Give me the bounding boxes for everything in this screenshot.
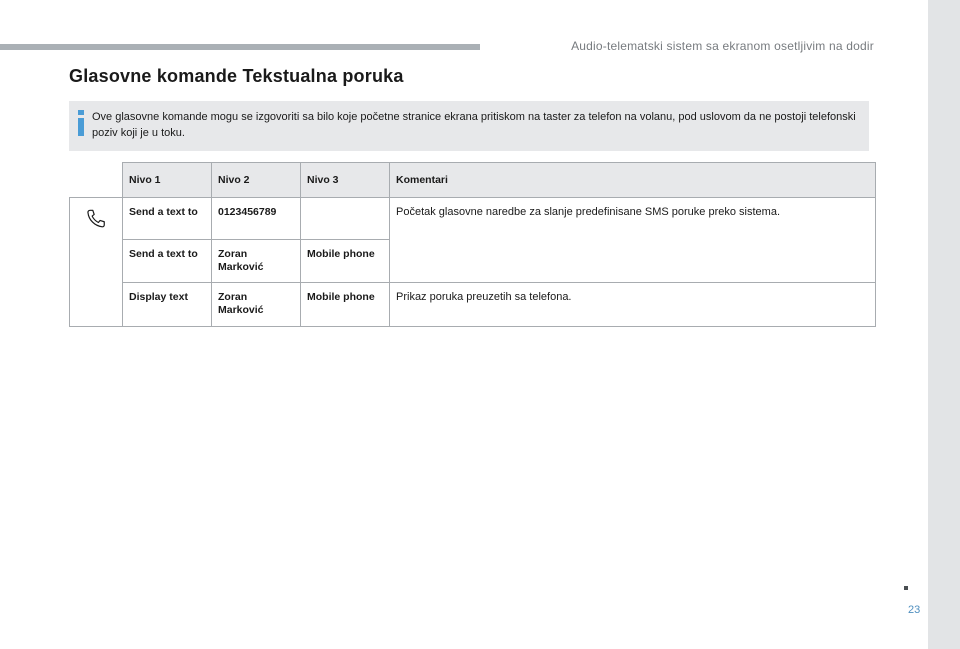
header-level-3: Nivo 3 xyxy=(301,163,390,198)
row3-level2: Zoran Marković xyxy=(212,283,301,327)
row1-comment: Početak glasovne naredbe za slanje predefinisane SMS poruke preko sistema. xyxy=(390,198,876,283)
page-edge-strip xyxy=(928,0,960,649)
info-icon xyxy=(78,110,84,134)
row1-level3 xyxy=(301,198,390,240)
icon-cell xyxy=(70,198,123,327)
section-header: Audio-telematski sistem sa ekranom osetljivim na dodir xyxy=(571,39,874,53)
row3-level1: Display text xyxy=(123,283,212,327)
row1-level2: 0123456789 xyxy=(212,198,301,240)
header-level-1: Nivo 1 xyxy=(123,163,212,198)
page-number: 23 xyxy=(908,604,921,616)
info-text: Ove glasovne komande mogu se izgovoriti sa bilo koje početne stranice ekrana pritiskom na taster za telefon na volanu, pod uslovom da ne postoji telefonski poziv koji je u toku. xyxy=(92,111,856,139)
header-rule xyxy=(0,44,480,50)
table-header-row xyxy=(70,163,876,198)
row1-level1: Send a text to xyxy=(123,198,212,240)
table-row xyxy=(70,283,876,327)
header-comment: Komentari xyxy=(390,163,876,198)
info-box xyxy=(69,101,869,151)
row3-comment: Prikaz poruka preuzetih sa telefona. xyxy=(390,283,876,327)
voice-commands-table xyxy=(69,162,876,327)
phone-icon xyxy=(85,208,107,230)
row3-level3: Mobile phone xyxy=(301,283,390,327)
row2-level1: Send a text to xyxy=(123,240,212,283)
page-title: Glasovne komande Tekstualna poruka xyxy=(69,66,404,86)
table-row xyxy=(70,198,876,240)
row2-level3: Mobile phone xyxy=(301,240,390,283)
header-blank-cell xyxy=(70,163,123,198)
row2-level2: Zoran Marković xyxy=(212,240,301,283)
header-level-2: Nivo 2 xyxy=(212,163,301,198)
page-corner-mark xyxy=(904,586,908,590)
